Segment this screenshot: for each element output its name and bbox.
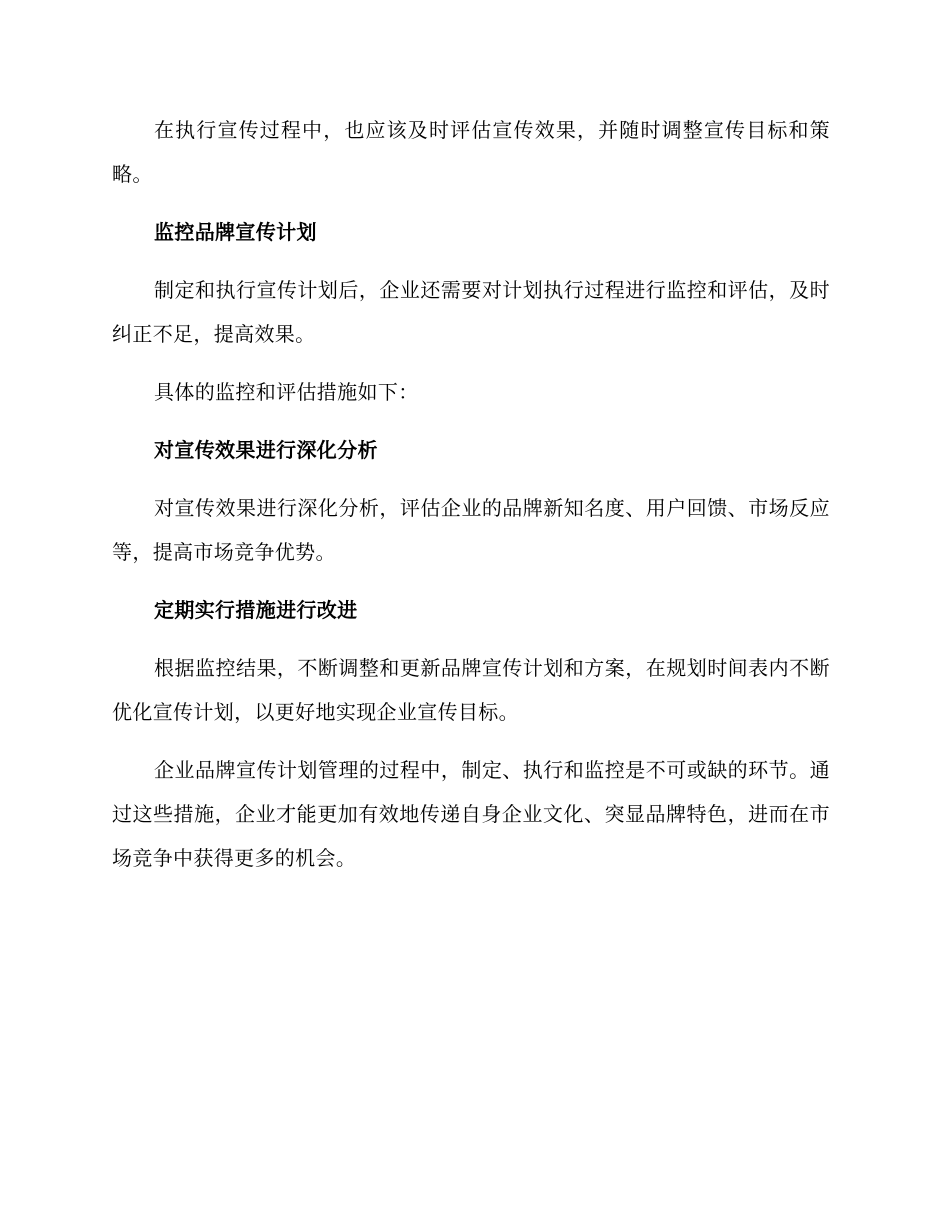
heading-monitor-plan: 监控品牌宣传计划 [154, 220, 317, 244]
paragraph-evaluate-effect: 在执行宣传过程中，也应该及时评估宣传效果，并随时调整宣传目标和策略。 [112, 118, 830, 186]
paragraph-deep-analysis: 对宣传效果进行深化分析，评估企业的品牌新知名度、用户回馈、市场反应等，提高市场竞争优势。 [112, 496, 830, 564]
document-page [112, 108, 830, 880]
paragraph-conclusion: 企业品牌宣传计划管理的过程中，制定、执行和监控是不可或缺的环节。通过这些措施，企业才能更加有效地传递自身企业文化、突显品牌特色，进而在市场竞争中获得更多的机会。 [112, 758, 830, 870]
paragraph-measures-intro: 具体的监控和评估措施如下： [154, 380, 419, 404]
paragraph-monitor-intro: 制定和执行宣传计划后，企业还需要对计划执行过程进行监控和评估，及时纠正不足，提高效果。 [112, 278, 830, 346]
paragraph-regular-improvement: 根据监控结果，不断调整和更新品牌宣传计划和方案，在规划时间表内不断优化宣传计划，以更好地实现企业宣传目标。 [112, 656, 830, 724]
heading-deep-analysis: 对宣传效果进行深化分析 [154, 438, 378, 462]
heading-regular-improvement: 定期实行措施进行改进 [154, 598, 358, 622]
